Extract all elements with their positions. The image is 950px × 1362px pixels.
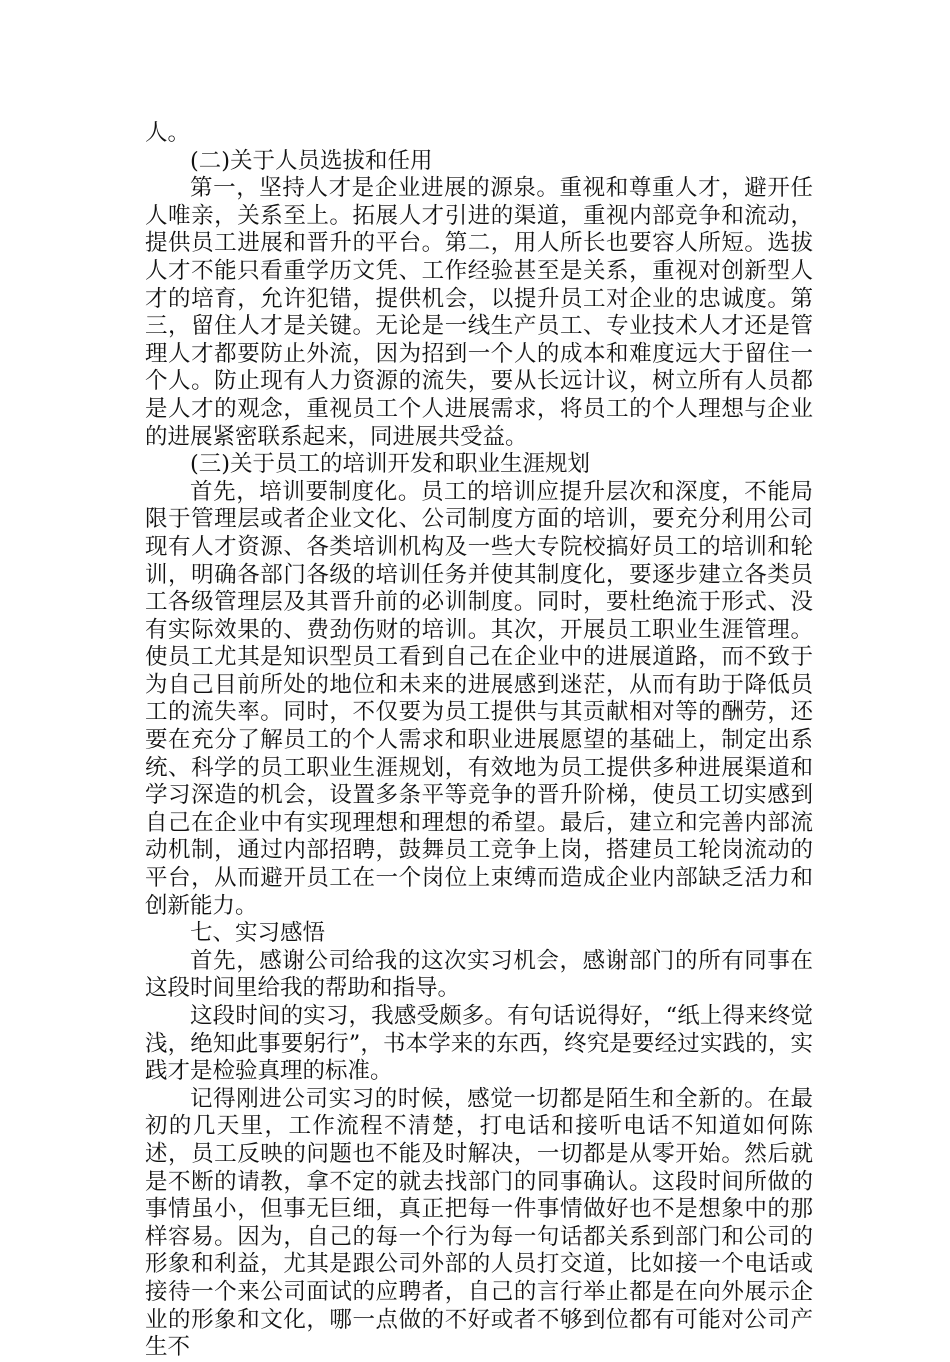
body-paragraph: 这段时间的实习，我感受颇多。有句话说得好，“纸上得来终觉浅，绝知此事要躬行”，书本学来的东西，终究是要经过实践的，实践才是检验真理的标准。: [145, 1003, 813, 1085]
body-paragraph: 记得刚进公司实习的时候，感觉一切都是陌生和全新的。在最初的几天里，工作流程不清楚，打电话和接听电话不知道如何陈述，员工反映的问题也不能及时解决，一切都是从零开始。然后就是不断的请教，拿不定的就去找部门的同事确认。这段时间所做的事情虽小，但事无巨细，真正把每一件事情做好也不是想象中的那样容易。因为，自己的每一个行为每一句话都关系到部门和公司的形象和利益，尤其是跟公司外部的人员打交道，比如接一个电话或接待一个来公司面试的应聘者，自己的言行举止都是在向外展示企业的形象和文化，哪一点做的不好或者不够到位都有可能对公司产生不: [145, 1085, 813, 1361]
section-heading-selection-appointment: (二)关于人员选拔和任用: [190, 147, 433, 174]
document-page: [145, 120, 813, 1362]
section-heading-training-career: (三)关于员工的培训开发和职业生涯规划: [190, 451, 591, 478]
continuation-text: 人。: [145, 120, 191, 146]
body-paragraph: 首先，培训要制度化。员工的培训应提升层次和深度，不能局限于管理层或者企业文化、公司制度方面的培训，要充分利用公司现有人才资源、各类培训机构及一些大专院校搞好员工的培训和轮训，明确各部门各级的培训任务并使其制度化，要逐步建立各类员工各级管理层及其晋升前的必训制度。同时，要杜绝流于形式、没有实际效果的、费劲伤财的培训。其次，开展员工职业生涯管理。使员工尤其是知识型员工看到自己在企业中的进展道路，而不致于为自己目前所处的地位和未来的进展感到迷茫，从而有助于降低员工的流失率。同时，不仅要为员工提供与其贡献相对等的酬劳，还要在充分了解员工的个人需求和职业进展愿望的基础上，制定出系统、科学的员工职业生涯规划，有效地为员工提供多种进展渠道和学习深造的机会，设置多条平等竞争的晋升阶梯，使员工切实感到自己在企业中有实现理想和理想的希望。最后，建立和完善内部流动机制，通过内部招聘，鼓舞员工竞争上岗，搭建员工轮岗流动的平台，从而避开员工在一个岗位上束缚而造成企业内部缺乏活力和创新能力。: [145, 478, 813, 919]
body-paragraph: 第一，坚持人才是企业进展的源泉。重视和尊重人才，避开任人唯亲，关系至上。拓展人才引进的渠道，重视内部竞争和流动，提供员工进展和晋升的平台。第二，用人所长也要容人所短。选拔人才不能只看重学历文凭、工作经验甚至是关系，重视对创新型人才的培育，允许犯错，提供机会，以提升员工对企业的忠诚度。第三，留住人才是关键。无论是一线生产员工、专业技术人才还是管理人才都要防止外流，因为招到一个人的成本和难度远大于留住一个人。防止现有人力资源的流失，要从长远计议，树立所有人员都是人才的观念，重视员工个人进展需求，将员工的个人理想与企业的进展紧密联系起来，同进展共受益。: [145, 175, 813, 450]
section-heading-internship-reflection: 七、实习感悟: [190, 920, 326, 947]
body-paragraph: 首先，感谢公司给我的这次实习机会，感谢部门的所有同事在这段时间里给我的帮助和指导。: [145, 947, 813, 1002]
